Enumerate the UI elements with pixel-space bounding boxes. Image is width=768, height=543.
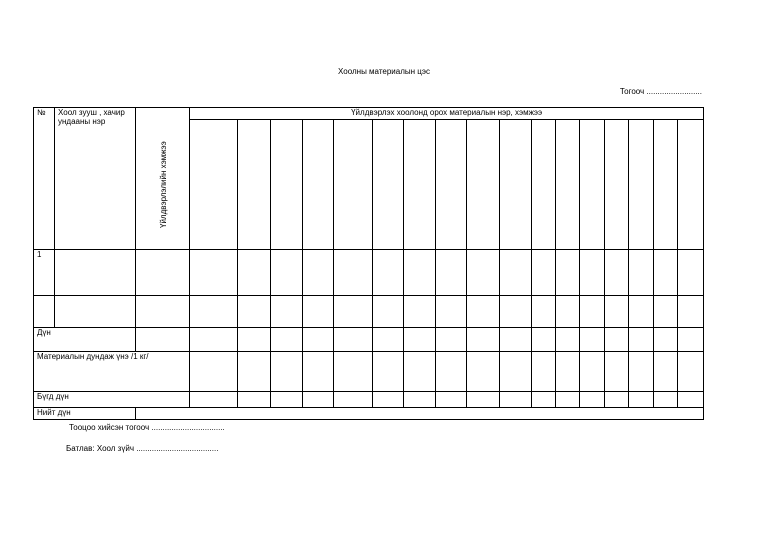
material-amount-cell[interactable] xyxy=(404,328,436,352)
material-name-cell[interactable] xyxy=(500,120,532,250)
material-amount-cell[interactable] xyxy=(654,296,678,328)
page-title: Хоолны материалын цэс xyxy=(338,67,430,76)
material-price-cell[interactable] xyxy=(436,352,467,392)
material-name-cell[interactable] xyxy=(556,120,580,250)
production-amount-cell[interactable] xyxy=(136,296,190,328)
material-total-cell[interactable] xyxy=(605,392,629,408)
material-name-cell[interactable] xyxy=(436,120,467,250)
material-price-cell[interactable] xyxy=(271,352,303,392)
calculated-by-line: Тооцоо хийсэн тогооч ................................. xyxy=(69,423,225,432)
material-name-cell[interactable] xyxy=(238,120,271,250)
header-materials-group: Үйлдвэрлэх хоолонд орох материалын нэр, хэмжээ xyxy=(190,108,704,120)
material-amount-cell[interactable] xyxy=(556,250,580,296)
material-price-cell[interactable] xyxy=(556,352,580,392)
material-name-cell[interactable] xyxy=(373,120,404,250)
material-total-cell[interactable] xyxy=(654,392,678,408)
material-amount-cell[interactable] xyxy=(500,296,532,328)
material-name-cell[interactable] xyxy=(532,120,556,250)
material-amount-cell[interactable] xyxy=(190,296,238,328)
material-amount-cell[interactable] xyxy=(271,328,303,352)
material-amount-cell[interactable] xyxy=(678,250,704,296)
row-number-cell xyxy=(34,296,55,328)
material-amount-cell[interactable] xyxy=(404,250,436,296)
row-number: 1 xyxy=(34,250,55,296)
material-price-cell[interactable] xyxy=(629,352,654,392)
material-amount-cell[interactable] xyxy=(334,296,373,328)
dish-name-cell[interactable] xyxy=(55,296,136,328)
material-amount-cell[interactable] xyxy=(303,328,334,352)
material-total-cell[interactable] xyxy=(271,392,303,408)
material-total-cell[interactable] xyxy=(556,392,580,408)
material-total-cell[interactable] xyxy=(373,392,404,408)
material-price-cell[interactable] xyxy=(373,352,404,392)
material-amount-cell[interactable] xyxy=(678,328,704,352)
material-total-cell[interactable] xyxy=(334,392,373,408)
material-amount-cell[interactable] xyxy=(629,328,654,352)
material-price-cell[interactable] xyxy=(500,352,532,392)
material-total-cell[interactable] xyxy=(404,392,436,408)
production-amount-cell[interactable] xyxy=(136,328,190,352)
material-amount-cell[interactable] xyxy=(467,296,500,328)
material-amount-cell[interactable] xyxy=(271,250,303,296)
table-row xyxy=(34,250,704,296)
total-row xyxy=(34,392,704,408)
material-amount-cell[interactable] xyxy=(271,296,303,328)
material-amount-cell[interactable] xyxy=(190,250,238,296)
sum-label: Дүн xyxy=(34,328,136,352)
material-amount-cell[interactable] xyxy=(654,250,678,296)
material-amount-cell[interactable] xyxy=(467,328,500,352)
material-name-cell[interactable] xyxy=(334,120,373,250)
material-amount-cell[interactable] xyxy=(500,250,532,296)
material-amount-cell[interactable] xyxy=(436,328,467,352)
total-label: Бүгд дүн xyxy=(34,392,190,408)
material-amount-cell[interactable] xyxy=(605,328,629,352)
material-name-cell[interactable] xyxy=(404,120,436,250)
sum-row xyxy=(34,328,704,352)
material-total-cell[interactable] xyxy=(190,392,238,408)
material-name-cell[interactable] xyxy=(271,120,303,250)
material-price-cell[interactable] xyxy=(190,352,238,392)
material-name-cell[interactable] xyxy=(580,120,605,250)
cook-signature-line: Тогооч ......................... xyxy=(619,87,702,96)
material-name-cell[interactable] xyxy=(467,120,500,250)
material-total-cell[interactable] xyxy=(500,392,532,408)
production-amount-cell[interactable] xyxy=(136,250,190,296)
material-amount-cell[interactable] xyxy=(303,296,334,328)
header-dish-name: Хоол зууш , хачир ундааны нэр xyxy=(55,108,136,250)
table-row xyxy=(34,296,704,328)
material-price-cell[interactable] xyxy=(532,352,556,392)
material-amount-cell[interactable] xyxy=(580,328,605,352)
material-price-cell[interactable] xyxy=(467,352,500,392)
approved-by-line: Батлав: Хоол зүйч ..................................... xyxy=(66,444,219,453)
header-production-amount-cell xyxy=(136,108,190,250)
header-production-amount: Үйлдвэрлэлийн хэмжээ xyxy=(158,141,168,228)
material-amount-cell[interactable] xyxy=(580,250,605,296)
material-amount-cell[interactable] xyxy=(580,296,605,328)
material-amount-cell[interactable] xyxy=(238,296,271,328)
material-amount-cell[interactable] xyxy=(190,328,238,352)
material-amount-cell[interactable] xyxy=(532,250,556,296)
material-amount-cell[interactable] xyxy=(500,328,532,352)
material-amount-cell[interactable] xyxy=(436,250,467,296)
material-amount-cell[interactable] xyxy=(532,328,556,352)
material-amount-cell[interactable] xyxy=(373,250,404,296)
material-amount-cell[interactable] xyxy=(556,296,580,328)
avg-price-label: Материалын дундаж үнэ /1 кг/ xyxy=(34,352,190,392)
material-amount-cell[interactable] xyxy=(373,328,404,352)
material-name-cell[interactable] xyxy=(190,120,238,250)
material-amount-cell[interactable] xyxy=(678,296,704,328)
material-amount-cell[interactable] xyxy=(532,296,556,328)
material-amount-cell[interactable] xyxy=(605,250,629,296)
material-amount-cell[interactable] xyxy=(629,250,654,296)
material-name-cell[interactable] xyxy=(654,120,678,250)
material-total-cell[interactable] xyxy=(629,392,654,408)
material-name-cell[interactable] xyxy=(629,120,654,250)
material-price-cell[interactable] xyxy=(334,352,373,392)
material-total-cell[interactable] xyxy=(238,392,271,408)
material-total-cell[interactable] xyxy=(436,392,467,408)
material-price-cell[interactable] xyxy=(605,352,629,392)
material-amount-cell[interactable] xyxy=(334,328,373,352)
material-amount-cell[interactable] xyxy=(467,250,500,296)
material-amount-cell[interactable] xyxy=(654,328,678,352)
material-total-cell[interactable] xyxy=(580,392,605,408)
material-price-cell[interactable] xyxy=(580,352,605,392)
material-name-cell[interactable] xyxy=(605,120,629,250)
material-amount-cell[interactable] xyxy=(238,328,271,352)
material-total-cell[interactable] xyxy=(678,392,704,408)
material-amount-cell[interactable] xyxy=(334,250,373,296)
material-name-cell[interactable] xyxy=(678,120,704,250)
material-amount-cell[interactable] xyxy=(373,296,404,328)
material-amount-cell[interactable] xyxy=(605,296,629,328)
grand-total-row xyxy=(34,408,704,420)
material-total-cell[interactable] xyxy=(303,392,334,408)
grand-total-label: Нийт дүн xyxy=(34,408,136,420)
material-table xyxy=(33,107,704,420)
header-number: № xyxy=(34,108,55,250)
material-amount-cell[interactable] xyxy=(303,250,334,296)
material-price-cell[interactable] xyxy=(678,352,704,392)
material-amount-cell[interactable] xyxy=(436,296,467,328)
material-amount-cell[interactable] xyxy=(404,296,436,328)
material-amount-cell[interactable] xyxy=(556,328,580,352)
material-price-cell[interactable] xyxy=(654,352,678,392)
material-total-cell[interactable] xyxy=(532,392,556,408)
material-total-cell[interactable] xyxy=(467,392,500,408)
material-amount-cell[interactable] xyxy=(238,250,271,296)
material-price-cell[interactable] xyxy=(404,352,436,392)
grand-total-value-cell[interactable] xyxy=(136,408,704,420)
avg-price-row xyxy=(34,352,704,392)
dish-name-cell[interactable] xyxy=(55,250,136,296)
material-price-cell[interactable] xyxy=(238,352,271,392)
material-name-cell[interactable] xyxy=(303,120,334,250)
material-price-cell[interactable] xyxy=(303,352,334,392)
material-amount-cell[interactable] xyxy=(629,296,654,328)
